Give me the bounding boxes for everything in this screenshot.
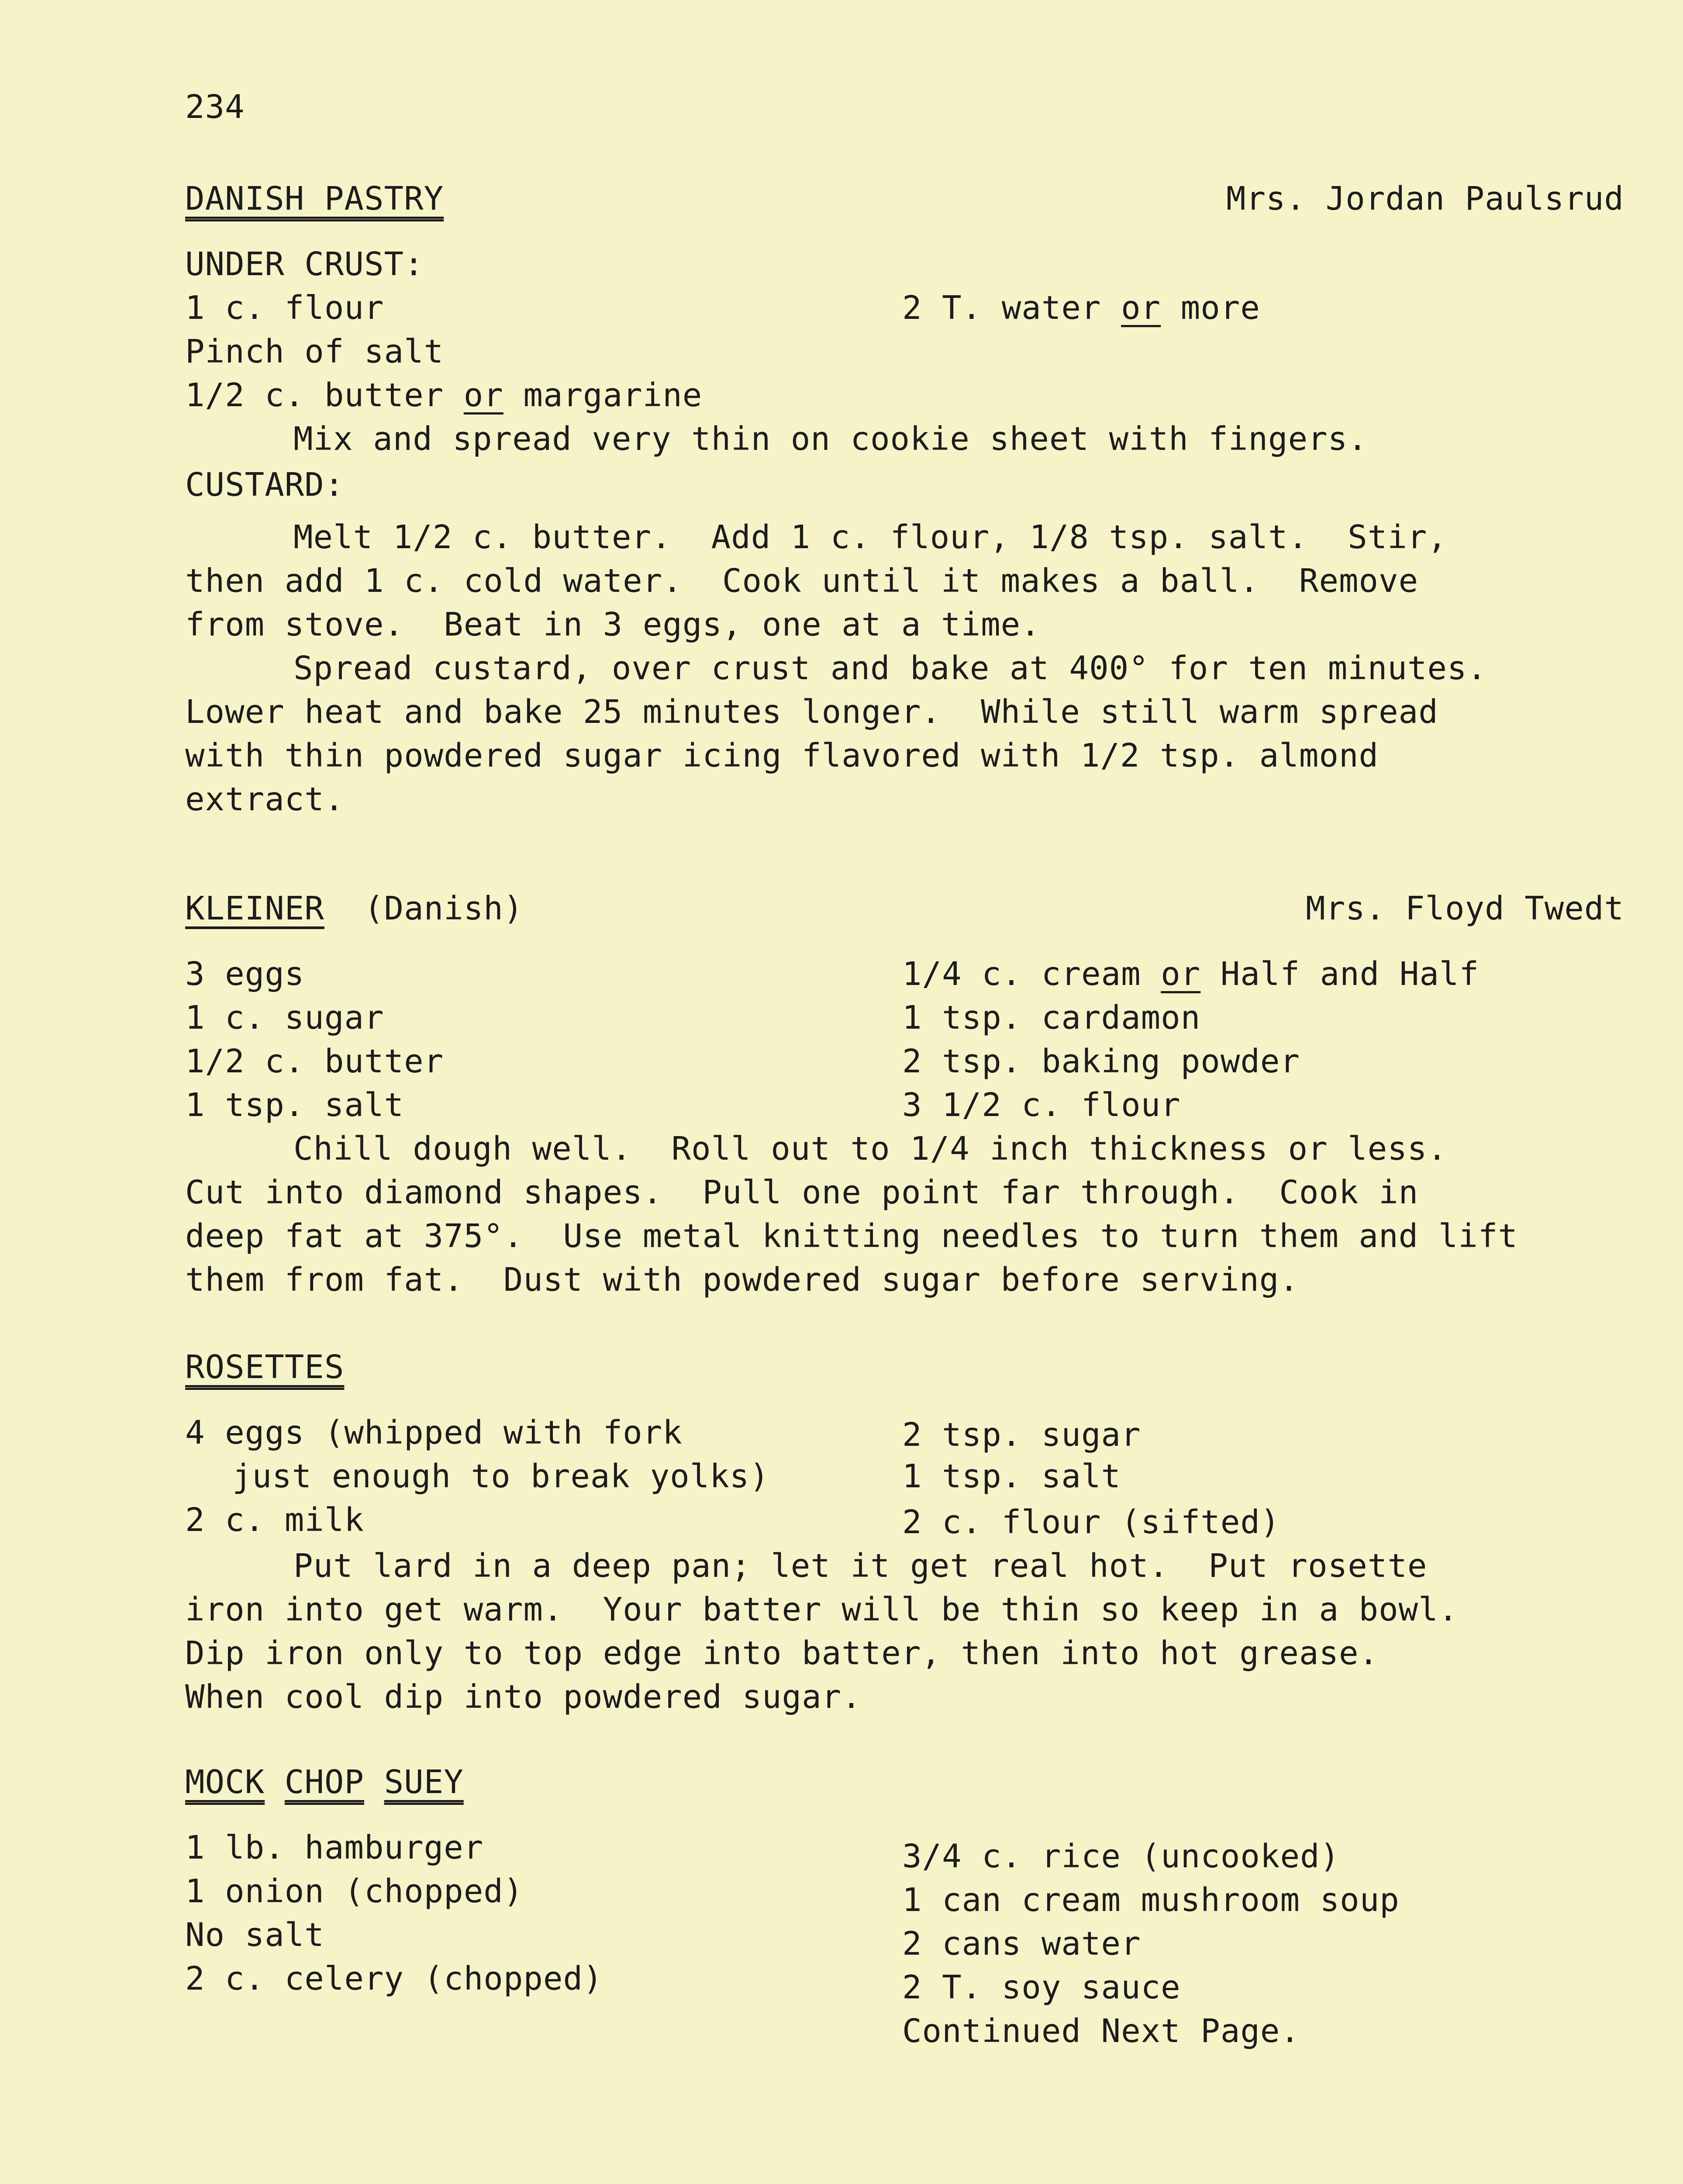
continued-note: Continued Next Page. [902, 2012, 1300, 2050]
ingredient: 3 eggs [185, 955, 305, 993]
ingredient: 2 cans water [902, 1925, 1141, 1963]
page-number: 234 [185, 88, 245, 126]
instruction-line: Cut into diamond shapes. Pull one point far through. Cook in [185, 1174, 1419, 1211]
ingredient: Pinch of salt [185, 333, 444, 370]
instruction-line: Spread custard, over crust and bake at 400° for ten minutes. [293, 650, 1487, 687]
ingredient [185, 373, 1626, 417]
ingredient: 1 c. flour [185, 289, 384, 327]
ingredient: 3 1/2 c. flour [902, 1086, 1181, 1124]
text: or [1121, 289, 1161, 327]
ingredient: 2 tsp. sugar [902, 1416, 1141, 1454]
instruction-line: iron into get warm. Your batter will be thin so keep in a bowl. [185, 1591, 1459, 1628]
instruction-line: deep fat at 375°. Use metal knitting needles to turn them and lift [185, 1217, 1518, 1255]
text: more [1161, 289, 1260, 327]
instruction-line: Chill dough well. Roll out to 1/4 inch thickness or less. [293, 1130, 1448, 1168]
ingredient: 1 c. sugar [185, 999, 384, 1037]
text: or [463, 377, 504, 414]
instruction-line: with thin powdered sugar icing flavored with 1/2 tsp. almond [185, 737, 1379, 774]
title-word: SUEY [384, 1763, 464, 1801]
ingredient: 2 c. milk [185, 1501, 364, 1539]
instruction-line: Mix and spread very thin on cookie sheet with fingers. [293, 420, 1368, 458]
ingredient: 1/2 c. butter [185, 1043, 444, 1080]
title-word: MOCK [185, 1763, 265, 1801]
instruction-line: When cool dip into powdered sugar. [185, 1678, 862, 1716]
ingredient: 3/4 c. rice (uncooked) [902, 1838, 1340, 1875]
section-label-custard: CUSTARD: [185, 466, 345, 504]
ingredient: just enough to break yolks) [232, 1458, 769, 1495]
instruction-line: Dip iron only to top edge into batter, then into hot grease. [185, 1635, 1379, 1672]
text: 1/4 c. cream [902, 955, 1161, 993]
ingredient: 1 tsp. cardamon [902, 999, 1201, 1037]
ingredient: No salt [185, 1916, 324, 1954]
ingredient: 1 lb. hamburger [185, 1829, 484, 1866]
title-text: DANISH PASTRY [185, 180, 444, 218]
text: 1/2 c. butter [185, 377, 464, 414]
ingredient: 2 c. flour (sifted) [902, 1503, 1280, 1541]
ingredient: 2 c. celery (chopped) [185, 1960, 603, 1997]
title-subtitle: (Danish) [364, 890, 524, 927]
ingredient: 4 eggs (whipped with fork [185, 1414, 683, 1451]
title-word: CHOP [284, 1763, 364, 1801]
instruction-line: then add 1 c. cold water. Cook until it makes a ball. Remove [185, 562, 1419, 600]
text: Half and Half [1200, 955, 1480, 993]
ingredient: 1 can cream mushroom soup [902, 1881, 1400, 1919]
recipe-author-danish-pastry: Mrs. Jordan Paulsrud [1226, 180, 1624, 218]
ingredient [902, 286, 1645, 330]
title-text: KLEINER [185, 890, 324, 927]
recipe-title-rosettes [185, 1345, 1626, 1389]
ingredient: 1 tsp. salt [902, 1458, 1121, 1495]
title-text: ROSETTES [185, 1348, 345, 1386]
instruction-line: Lower heat and bake 25 minutes longer. While still warm spread [185, 693, 1438, 731]
ingredient: 2 tsp. baking powder [902, 1043, 1300, 1080]
ingredient: 2 T. soy sauce [902, 1969, 1181, 2006]
text: 2 T. water [902, 289, 1121, 327]
recipe-author-kleiner: Mrs. Floyd Twedt [1306, 890, 1624, 927]
text: margarine [503, 377, 703, 414]
section-label-under-crust: UNDER CRUST: [185, 245, 424, 283]
text: or [1161, 955, 1201, 993]
instruction-line: extract. [185, 781, 345, 818]
instruction-line: Melt 1/2 c. butter. Add 1 c. flour, 1/8 tsp. salt. Stir, [293, 518, 1448, 556]
ingredient: 1 onion (chopped) [185, 1873, 524, 1910]
instruction-line: Put lard in a deep pan; let it get real hot. Put rosette [293, 1547, 1428, 1585]
ingredient [902, 952, 1645, 996]
recipe-title-mock-chop-suey [185, 1760, 1626, 1804]
ingredient: 1 tsp. salt [185, 1086, 404, 1124]
instruction-line: them from fat. Dust with powdered sugar before serving. [185, 1261, 1299, 1299]
instruction-line: from stove. Beat in 3 eggs, one at a time. [185, 606, 1041, 643]
